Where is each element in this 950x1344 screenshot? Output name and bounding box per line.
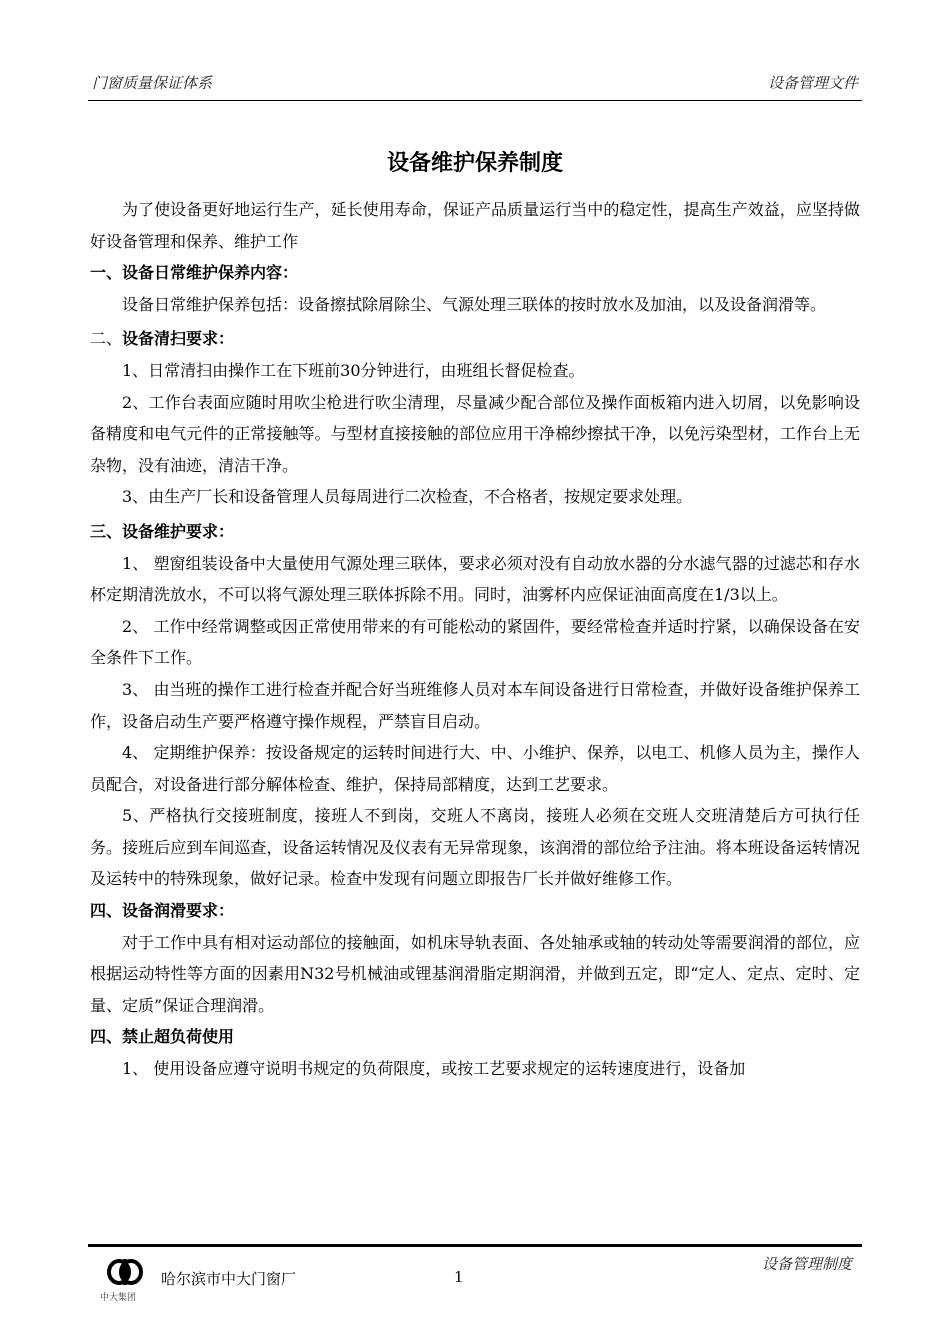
header-right-text: 设备管理文件: [767, 74, 858, 92]
section3-item-4: 4、 定期维护保养：按设备规定的运转时间进行大、中、小维护、保养，以电工、机修人员为主，操作人员配合，对设备进行部分解体检查、维护，保持局部精度，达到工艺要求。: [90, 743, 860, 794]
section3-item-5: 5、严格执行交接班制度，接班人不到岗，交班人不离岗，接班人必须在交班人交班清楚后方可执行任务。接班后应到车间巡查，设备运转情况及仪表有无异常现象，该润滑的部位给予注油。将本班设备运转情况及运转中的特殊现象，做好记录。检查中发现有问题立即报告厂长并做好维修工作。: [90, 806, 860, 889]
logo-caption: 中大集团: [100, 1293, 137, 1303]
section5-item-1: 1、 使用设备应遵守说明书规定的负荷限度，或按工艺要求规定的运转速度进行，设备加: [122, 1059, 746, 1079]
section1-heading: 一、设备日常维护保养内容：: [90, 263, 299, 283]
intro-paragraph: 为了使设备更好地运行生产，延长使用寿命，保证产品质量运行当中的稳定性，提高生产效益，应坚持做好设备管理和保养、维护工作: [90, 200, 860, 251]
footer-right-text: 设备管理制度: [761, 1255, 852, 1273]
section4-body: 对于工作中具有相对运动部位的接触面，如机床导轨表面、各处轴承或轴的转动处等需要润滑的部位，应根据运动特性等方面的因素用N32号机械油或锂基润滑脂定期润滑，并做到五定，即“定人、定点、定时、定量、定质”保证合理润滑。: [90, 932, 860, 1015]
section3-item-1: 1、 塑窗组装设备中大量使用气源处理三联体，要求必须对没有自动放水器的分水滤气器的过滤芯和存水杯定期清洗放水，不可以将气源处理三联体拆除不用。同时，油雾杯内应保证油面高度在1/3以上。: [90, 553, 860, 605]
section2-heading-text: 设备清扫要求：: [122, 329, 235, 349]
page-number: 1: [454, 1268, 464, 1286]
section3-item-2: 2、 工作中经常调整或因正常使用带来的有可能松动的紧固件，要经常检查并适时拧紧，以确保设备在安全条件下工作。: [90, 616, 860, 668]
section2-item-3: 3、由生产厂长和设备管理人员每周进行二次检查，不合格者，按规定要求处理。: [122, 487, 693, 507]
section2-heading: [90, 323, 860, 355]
footer-company-name: 哈尔滨市中大门窗厂: [161, 1270, 297, 1288]
section4-heading: 四、设备润滑要求：: [90, 901, 235, 921]
section5-heading: 四、禁止超负荷使用: [90, 1027, 235, 1047]
document-title: 设备维护保养制度: [386, 151, 563, 176]
section3-heading: 三、设备维护要求：: [90, 521, 235, 541]
section3-item-3: 3、 由当班的操作工进行检查并配合好当班维修人员对本车间设备进行日常检查，并做好设备维护保养工作，设备启动生产要严格遵守操作规程，严禁盲目启动。: [90, 679, 860, 731]
footer-divider: [88, 1244, 862, 1247]
section2-item-1: 1、日常清扫由操作工在下班前30分钟进行，由班组长督促检查。: [122, 360, 585, 380]
section2-item-2: 2、工作台表面应随时用吹尘枪进行吹尘清理，尽量减少配合部位及操作面板箱内进入切屑，以免影响设备精度和电气元件的正常接触等。与型材直接接触的部位应用干净棉纱擦拭干净，以免污染型材，工作台上无杂物，没有油迹，清洁干净。: [90, 392, 860, 475]
header-divider: [88, 100, 862, 101]
header-left-text: 门窗质量保证体系: [92, 74, 213, 92]
section1-body: 设备日常维护保养包括：设备擦拭除屑除尘、气源处理三联体的按时放水及加油，以及设备润滑等。: [122, 294, 827, 314]
document-body: [90, 146, 860, 1085]
section2-heading-num: 二、: [90, 329, 123, 349]
